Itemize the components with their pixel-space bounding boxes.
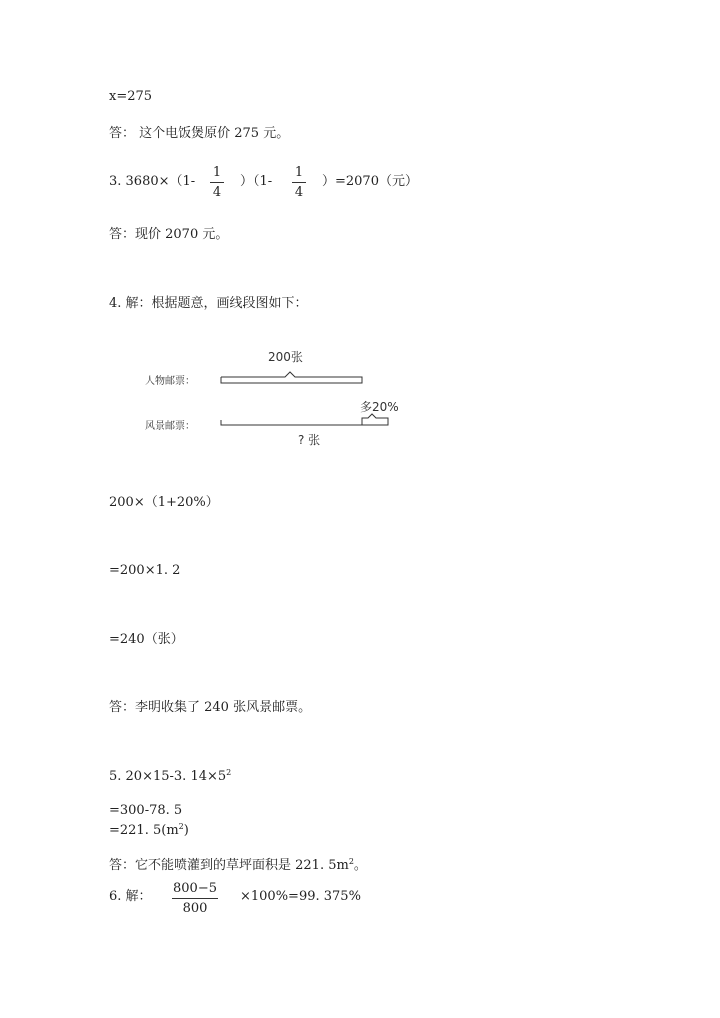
problem5-exponent: 2 <box>226 768 232 777</box>
line-problem5-result <box>109 823 189 837</box>
line-problem6-prefix: 6. 解： <box>109 889 152 904</box>
line-x-equals: x=275 <box>109 89 153 104</box>
problem5-result-text: =221. 5(m <box>109 823 179 838</box>
fraction-one-quarter-2 <box>292 166 306 199</box>
fraction-denominator: 4 <box>212 185 222 200</box>
answer-lawn-text: 答：它不能喷灌到的草坪面积是 221. 5m <box>109 858 349 873</box>
fraction-bar <box>172 898 218 899</box>
fraction-numerator: 1 <box>294 165 304 180</box>
row2-segment <box>221 414 388 425</box>
line-problem3-mid: ）（1- <box>240 174 273 189</box>
line-answer-original-price: 答： 这个电饭煲原价 275 元。 <box>109 126 290 141</box>
line-segment-diagram <box>140 340 420 460</box>
line-problem3-suffix: ）=2070（元） <box>322 174 418 189</box>
fraction-bar <box>210 182 224 183</box>
problem5-result-close: ) <box>183 823 189 838</box>
fraction-problem6 <box>172 882 218 915</box>
answer-lawn-exponent: 2 <box>348 857 354 866</box>
line-expression-result: =240（张） <box>109 632 184 647</box>
diagram-row2-label: 风景邮票： <box>145 421 195 432</box>
fraction-numerator: 800−5 <box>173 881 217 896</box>
line-problem6-suffix: ×100%=99. 375% <box>240 889 361 904</box>
answer-lawn-close: 。 <box>353 858 367 873</box>
fraction-denominator: 4 <box>294 185 304 200</box>
diagram-extra-label: 多20% <box>360 400 399 414</box>
line-problem4-heading: 4. 解：根据题意，画线段图如下： <box>109 296 308 311</box>
line-problem5-step: =300-78. 5 <box>109 803 183 818</box>
fraction-numerator: 1 <box>212 165 222 180</box>
line-expression-step: =200×1. 2 <box>109 563 181 578</box>
line-problem3-prefix: 3. 3680×（1- <box>109 174 196 189</box>
problem5-result-exponent: 2 <box>178 822 184 831</box>
row1-segment <box>221 372 362 383</box>
fraction-one-quarter-1 <box>210 166 224 199</box>
line-expression-start: 200×（1+20%） <box>109 495 219 510</box>
fraction-denominator: 800 <box>182 901 208 916</box>
line-answer-stamps: 答：李明收集了 240 张风景邮票。 <box>109 700 312 715</box>
line-answer-current-price: 答：现价 2070 元。 <box>109 227 229 242</box>
diagram-row1-label: 人物邮票： <box>145 376 195 387</box>
diagram-top-label: 200张 <box>268 350 303 364</box>
fraction-bar <box>292 182 306 183</box>
problem5-text: 5. 20×15-3. 14×5 <box>109 769 227 784</box>
line-problem5 <box>109 769 231 783</box>
diagram-bottom-label: ? 张 <box>298 433 321 447</box>
line-answer-lawn-area <box>109 858 367 872</box>
